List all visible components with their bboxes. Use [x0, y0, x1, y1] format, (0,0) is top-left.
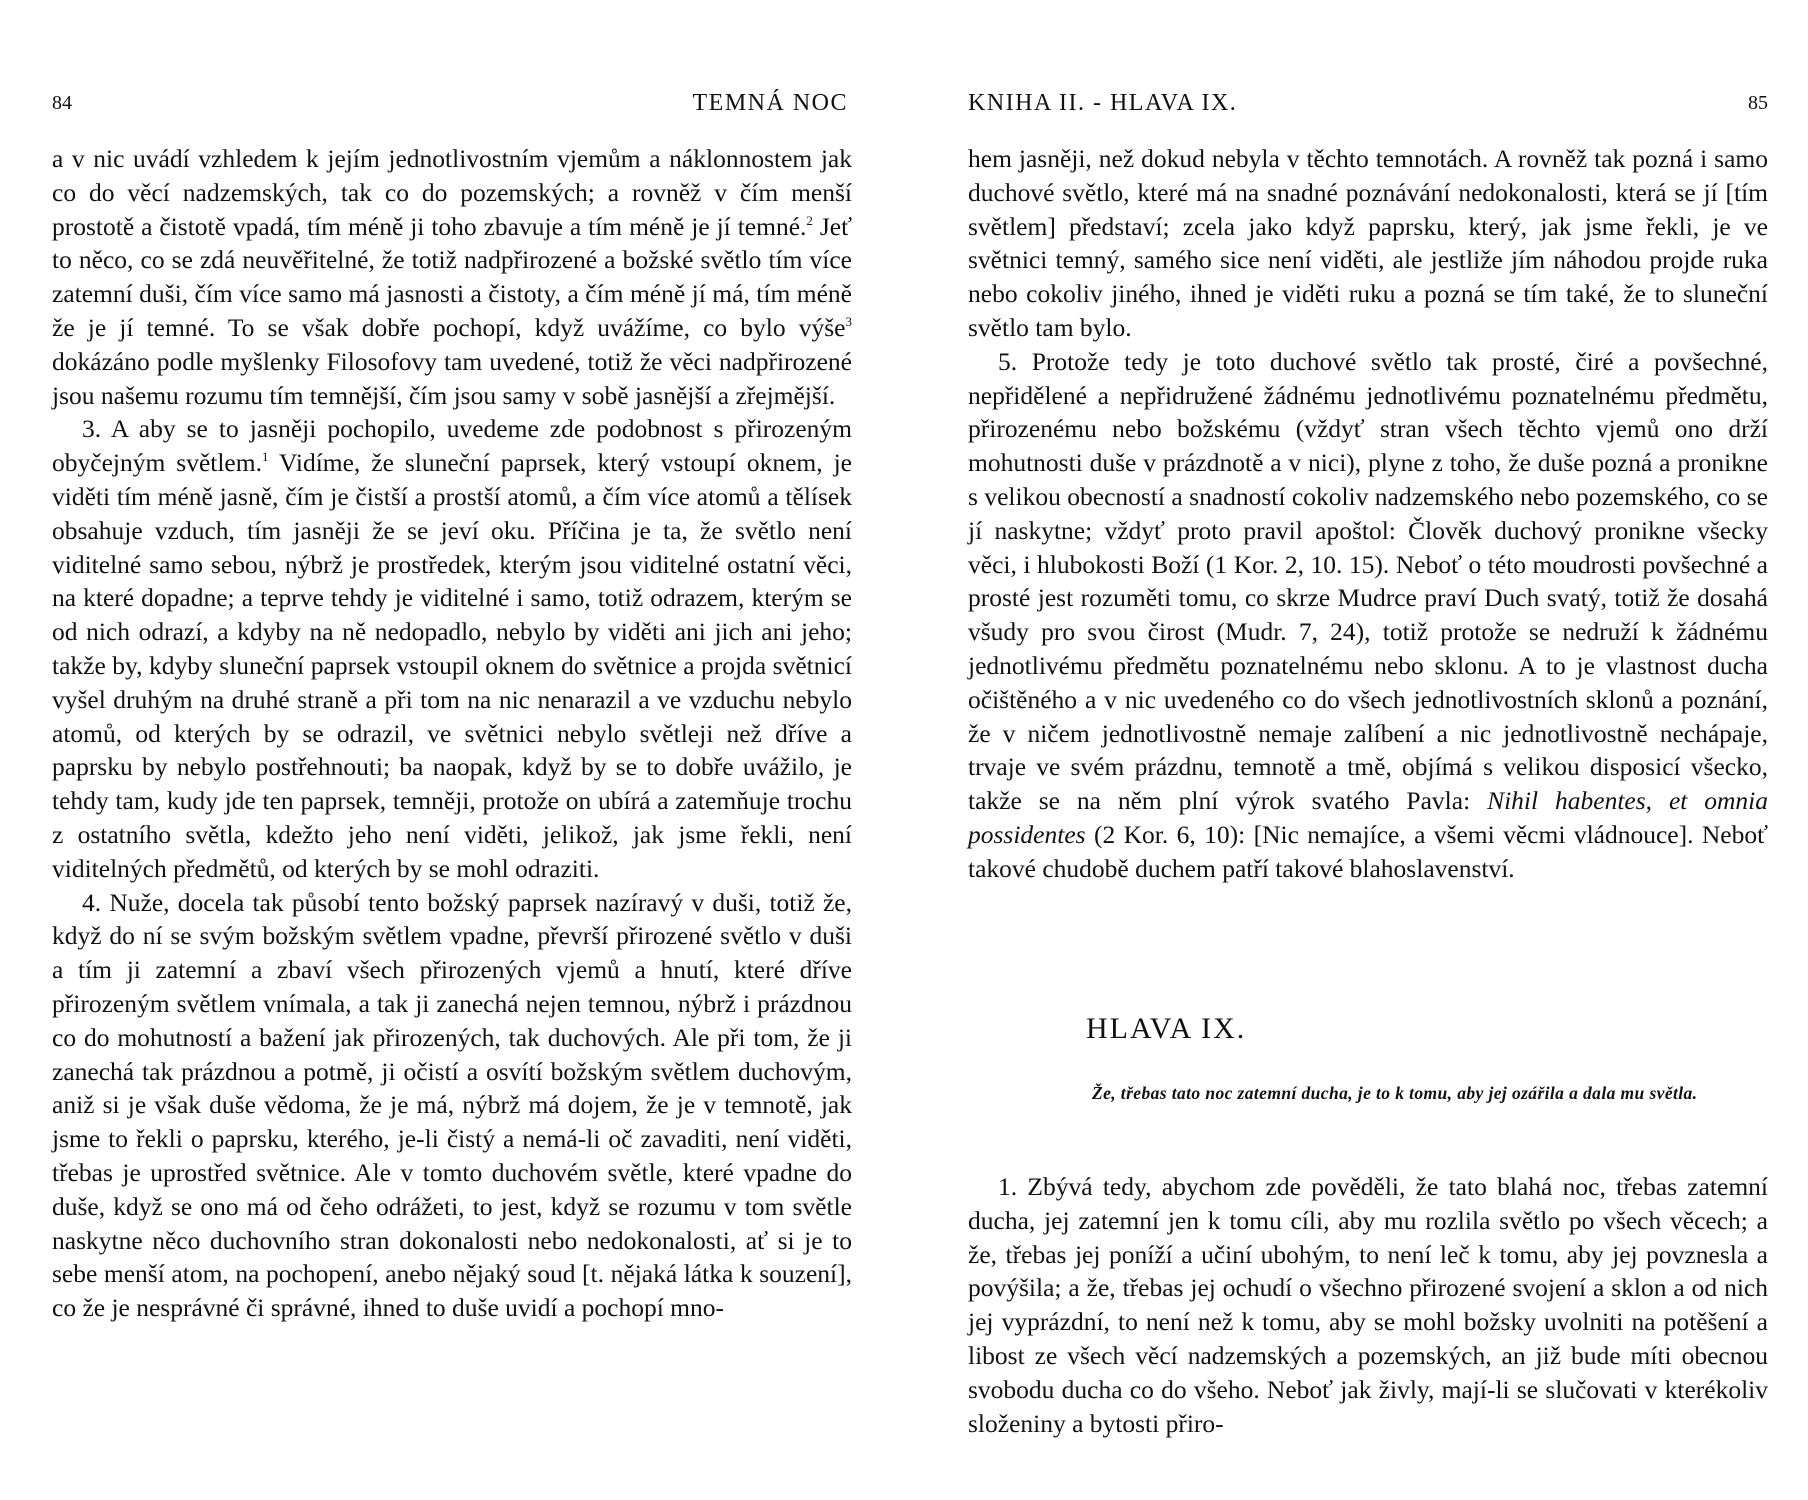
right-running-head: [968, 90, 1768, 124]
right-body-text: [968, 142, 1768, 886]
chapter-subtitle: [968, 1078, 1768, 1108]
right-paragraph-1: hem jasněji, než dokud nebyla v těchto temnotách. A rovněž tak pozná i samo duchové světlo, které má na snadné poznávání nedokonalosti, která se jí [tím světlem] představí; zcela jako když paprsku, který, jak jsme řekli, je ve světnici temný, samého sice není viděti, ale jestliže jím náhodou projde ruka nebo cokoliv jiného, ihned je viděti ruku a pozná se tím také, že to sluneční světlo tam bylo.: [968, 144, 1768, 342]
left-running-title: TEMNÁ NOC: [692, 90, 848, 116]
latin-quote: Nihil habentes, et omnia possidentes: [968, 786, 1769, 849]
right-running-title: KNIHA II. - HLAVA IX.: [968, 90, 1238, 116]
right-paragraph-2: [968, 345, 1768, 886]
footnote-marker: 2: [806, 212, 813, 228]
left-paragraph-2: 3. A aby se to jasněji pochopilo, uvedeme zde podobnost s přirozeným obyčejným světlem.$^1$ Vidíme, že sluneční paprsek, který vstoupí oknem, je viděti tím méně jasně, čím je čistší a prostší atomů, a čím více atomů a tělísek obsahuje vzduch, tím jasněji že se jeví oku. Příčina je ta, že světlo není viditelné samo sebou, nýbrž je prostředek, kterým jsou viditelné ostatní věci, na které dopadne; a teprve tehdy je viditelné i samo, totiž odrazem, kterým se od nich odrazí, a kdyby na ně nedopadlo, nebylo by viděti ani jich ani jeho; takže by, kdyby sluneční paprsek vstoupil oknem do světnice a projda světnicí vyšel druhým na druhé straně a při tom na nic nenarazil a ve vzduchu nebylo atomů, od kterých by se odrazil, ve světnici nebylo světleji než dříve a paprsku by nebylo postřehnouti; ba naopak, když by se to dobře uvážilo, je tehdy tam, kudy jde ten paprsek, temněji, protože on ubírá a zatemňuje trochu z ostatního světla, kdežto jeho není viděti, jelikož, jak jsme řekli, není viditelných předmětů, od kterých by se mohl odraziti.: [52, 414, 852, 883]
footnote-marker: 1: [261, 449, 269, 465]
left-page: [52, 0, 852, 1500]
chapter-body: [968, 1170, 1768, 1440]
footnote-marker: 3: [845, 313, 852, 329]
chapter-paragraph-1: 1. Zbývá tedy, abychom zde pověděli, že tato blahá noc, třebas zatemní ducha, jej zatemní jen k tomu cíli, aby mu rozlila světlo po všech věcech; a že, třebas jej poníží a učiní ubohým, to není leč k tomu, aby jej povznesla a povýšila; a že, třebas jej ochudí o všechno přirozené svojení a sklon a od nich jej vyprázdní, to není než k tomu, aby se mohl božsky uvolniti na potěšení a libost ze všech věcí nadzemských a pozemských, an již bude míti obecnou svobodu ducha co do všeho. Neboť jak živly, mají-li se slučovati v kterékoliv složeniny a bytosti přiro-: [968, 1172, 1768, 1438]
left-page-number: 84: [52, 92, 72, 114]
left-paragraph-3: 4. Nuže, docela tak působí tento božský paprsek nazíravý v duši, totiž že, když do ní se svým božským světlem vpadne, převrší přirozené světlo v duši a tím ji zatemní a zbaví všech přirozených vjemů a hnutí, které dříve přirozeným světlem vnímala, a tak ji zanechá nejen temnou, nýbrž i prázdnou co do mohutností a bažení jak přirozených, tak duchových. Ale při tom, že ji zanechá tak prázdnou a potmě, ji očistí a osvítí božským světlem duchovým, aniž si je však duše vědoma, že je má, nýbrž má dojem, že je v temnotě, jak jsme to řekli o paprsku, kterého, je-li čistý a nemá-li oč zavaditi, není viděti, třebas je uprostřed světnice. Ale v tomto duchovém světle, které vpadne do duše, když se ono má od čeho odrážeti, to jest, když se rozumu v tom světle naskytne něco duchovního stran dokonalosti nebo nedokonalosti, ať si je to sebe menší atom, na pochopení, anebo nějaký soud [t. nějaká látka k souzení], co že je nesprávné či správné, ihned to duše uvidí a pochopí mno-: [52, 887, 852, 1323]
right-paragraph-2-text: 5. Protože tedy je toto duchové světlo tak prosté, čiré a povšechné, nepřidělené a nepřidružené žádnému jednotlivému poznatelnému předmětu, přirozenému nebo božskému (vždyť stran všech těchto vjemů ono drží mohutnosti duše v prázdnotě a v nici), plyne z toho, že duše pozná a pronikne s velikou obecností a snadností cokoliv nadzemského nebo pozemského, co se jí naskytne; vždyť proto pravil apoštol: Člověk duchový pronikne všecky věci, i hlubokosti Boží (1 Kor. 2, 10. 15). Neboť o této moudrosti povšechné a prosté jest rozuměti tomu, co skrze Mudrce praví Duch svatý, totiž že dosahá všudy pro svou čirost (Mudr. 7, 24), totiž protože se nedruží k žádnému jednotlivému předmětu poznatelnému nebo sklonu. A to je vlastnost ducha očištěného a v nic uvedeného co do všech jednotlivostních sklonů a poznání, že v ničem jednotlivostně nemaje zalíbení a nic jednotlivostně nechápaje, trvaje ve svém prázdnu, temnotě a tmě, objímá s velikou disposicí všecko, takže se na něm plní výrok svatého Pavla:: [968, 346, 1768, 816]
left-paragraph-1: a v nic uvádí vzhledem k jejím jednotlivostním vjemům a náklonnostem jak co do věcí nadzemských, tak co do pozemských; a rovněž v čím menší prostotě a čistotě vpadá, tím méně ji toho zbavuje a tím méně je jí temné.$^2$ Jeť to něco, co se zdá neuvěřitelné, že totiž nadpřirozené a božské světlo tím více zatemní duši, čím více samo má jasnosti a čistoty, a čím méně jí má, tím méně že je jí temné. To se však dobře pochopí, když uvážíme, co bylo výše$^3$ dokázáno podle myšlenky Filosofovy tam uvedené, totiž že věci nadpřirozené jsou našemu rozumu tím temnější, čím jsou samy v sobě jasnější a zřejmější.: [52, 144, 852, 410]
right-paragraph-2-end: (2 Kor. 6, 10): [Nic nemajíce, a všemi věcmi vládnouce]. Neboť takové chudobě duchem patří takové blahoslavenství.: [968, 819, 1768, 883]
right-page: [968, 0, 1768, 1500]
left-body-text: [52, 142, 852, 1325]
chapter-heading: HLAVA IX.: [1086, 1012, 1247, 1045]
right-page-number: 85: [1748, 92, 1768, 114]
chapter-subtitle-text: Že, třebas tato noc zatemní ducha, je to k tomu, aby jej ozářila a dala mu světla.: [1092, 1083, 1698, 1103]
left-running-head: [52, 90, 852, 124]
